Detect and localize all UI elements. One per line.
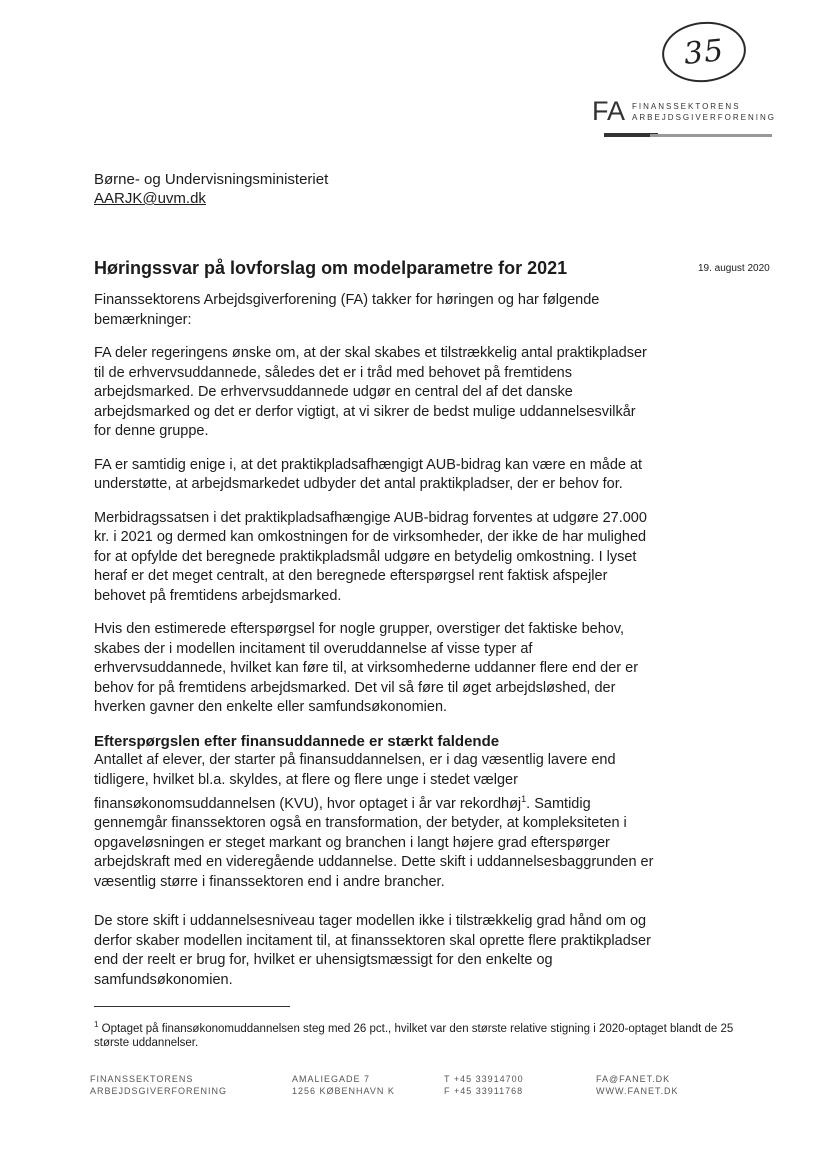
footer-email[interactable]: FA@FANET.DK [596, 1074, 671, 1084]
footer-phone-number: T +45 33914700 [444, 1074, 524, 1084]
paragraph-6-text-b: . Samtidig gennemgår finanssektoren også en transformation, der betyder, at kompleksiteten i opgaveløsningen er steget markant og branchen i langt højere grad efterspørger arbejdskraft med en videregående uddannelse. Dette skift i uddannelsesbaggrunden er væsentlig større i finanssektoren end i andre brancher. [94, 795, 654, 890]
document-date: 19. august 2020 [698, 263, 770, 274]
logo-line-1: FINANSSEKTORENS [632, 102, 741, 111]
footer-org-line-1: FINANSSEKTORENS [90, 1074, 194, 1084]
footer-contact [596, 1073, 679, 1097]
footer-web[interactable]: WWW.FANET.DK [596, 1086, 679, 1096]
footer-address-line-1: AMALIEGADE 7 [292, 1074, 371, 1084]
paragraph-4: Merbidragssatsen i det praktikpladsafhængige AUB-bidrag forventes at udgøre 27.000 kr. i 2021 og dermed kan omkostningen for de virksomheder, der ikke de har mulighed for at opfylde det beregnede praktikpladsmål udgøre en betydelig omkostning. I lyset heraf er det meget centralt, at den beregnede efterspørgsel rent faktisk afspejler behovet på fremtidens arbejdsmarked. [94, 509, 647, 604]
footnote-divider [94, 1006, 290, 1007]
handwritten-stamp [659, 18, 749, 86]
paragraph-2: FA deler regeringens ønske om, at der skal skabes et tilstrækkelig antal praktikpladser til de erhvervsuddannede, således det er i tråd med behovet på fremtidens arbejdsmarked. De erhvervsuddannede udgør en central del af det danske arbejdsmarked og det er derfor vigtigt, at vi sikrer de bedst mulige uddannelsesvilkår for denne gruppe. [94, 345, 647, 439]
logo-org-name [632, 101, 776, 123]
footer-phone [444, 1073, 524, 1097]
stamp-number: 35 [682, 32, 726, 73]
document-title: Høringssvar på lovforslag om modelparametre for 2021 [94, 258, 568, 278]
paragraph-5: Hvis den estimerede efterspørgsel for nogle grupper, overstiger det faktiske behov, skabes der i modellen incitament til overuddannelse af visse typer af erhvervsuddannede, hvilket kan føre til, at virksomhederne uddanner flere end der er behov for på fremtidens arbejdsmarked. Det vil så føre til øget arbejdsløshed, der hverken gavner den enkelte eller samfundsøkonomien. [94, 621, 639, 715]
footnote-marker: 1 [94, 1020, 99, 1029]
footnote-text: Optaget på finansøkonomuddannelsen steg med 26 pct., hvilket var den største relative stigning i 2020-optaget blandt de 25 største uddannelser. [94, 1022, 734, 1049]
paragraph-3: FA er samtidig enige i, at det praktikpladsafhængigt AUB-bidrag kan være en måde at understøtte, at arbejdsmarkedet udbyder det antal praktikpladser, der er behov for. [94, 456, 643, 492]
paragraph-6 [94, 751, 656, 892]
footnote-ref[interactable]: 1 [521, 794, 527, 804]
recipient-name: Børne- og Undervisningsministeriet [94, 171, 329, 188]
footer-address-line-2: 1256 KØBENHAVN K [292, 1086, 395, 1096]
logo-mark: FA [592, 96, 626, 126]
recipient-block [94, 170, 328, 208]
footer-fax-number: F +45 33911768 [444, 1086, 524, 1096]
footer-org-line-2: ARBEJDSGIVERFORENING [90, 1086, 228, 1096]
paragraph-7: De store skift i uddannelsesniveau tager modellen ikke i tilstrækkelig grad hånd om og derfor skaber modellen incitament til, at finanssektoren skal oprette flere praktikpladser end der reelt er brug for, hvilket er uhensigtsmæssigt for den enkelte og samfundsøkonomien. [94, 913, 651, 988]
footnote [94, 1018, 766, 1050]
recipient-email[interactable]: AARJK@uvm.dk [94, 190, 206, 207]
logo-bar-grey [650, 134, 772, 137]
footer-address [292, 1073, 395, 1097]
document-body [94, 291, 656, 1004]
paragraph-6-text-a: Antallet af elever, der starter på finansuddannelsen, er i dag væsentlig lavere end tidligere, hvilket bl.a. skyldes, at flere og flere unge i stedet vælger finansøkonomsuddannelsen (KVU), hvor optaget i år var rekordhøj [94, 752, 616, 812]
logo-line-2: ARBEJDSGIVERFORENING [632, 113, 777, 122]
section-heading: Efterspørgslen efter finansuddannede er stærkt faldende [94, 732, 500, 750]
paragraph-1: Finanssektorens Arbejdsgiverforening (FA) takker for høringen og har følgende bemærkninger: [94, 292, 600, 328]
footer-org [90, 1073, 227, 1097]
